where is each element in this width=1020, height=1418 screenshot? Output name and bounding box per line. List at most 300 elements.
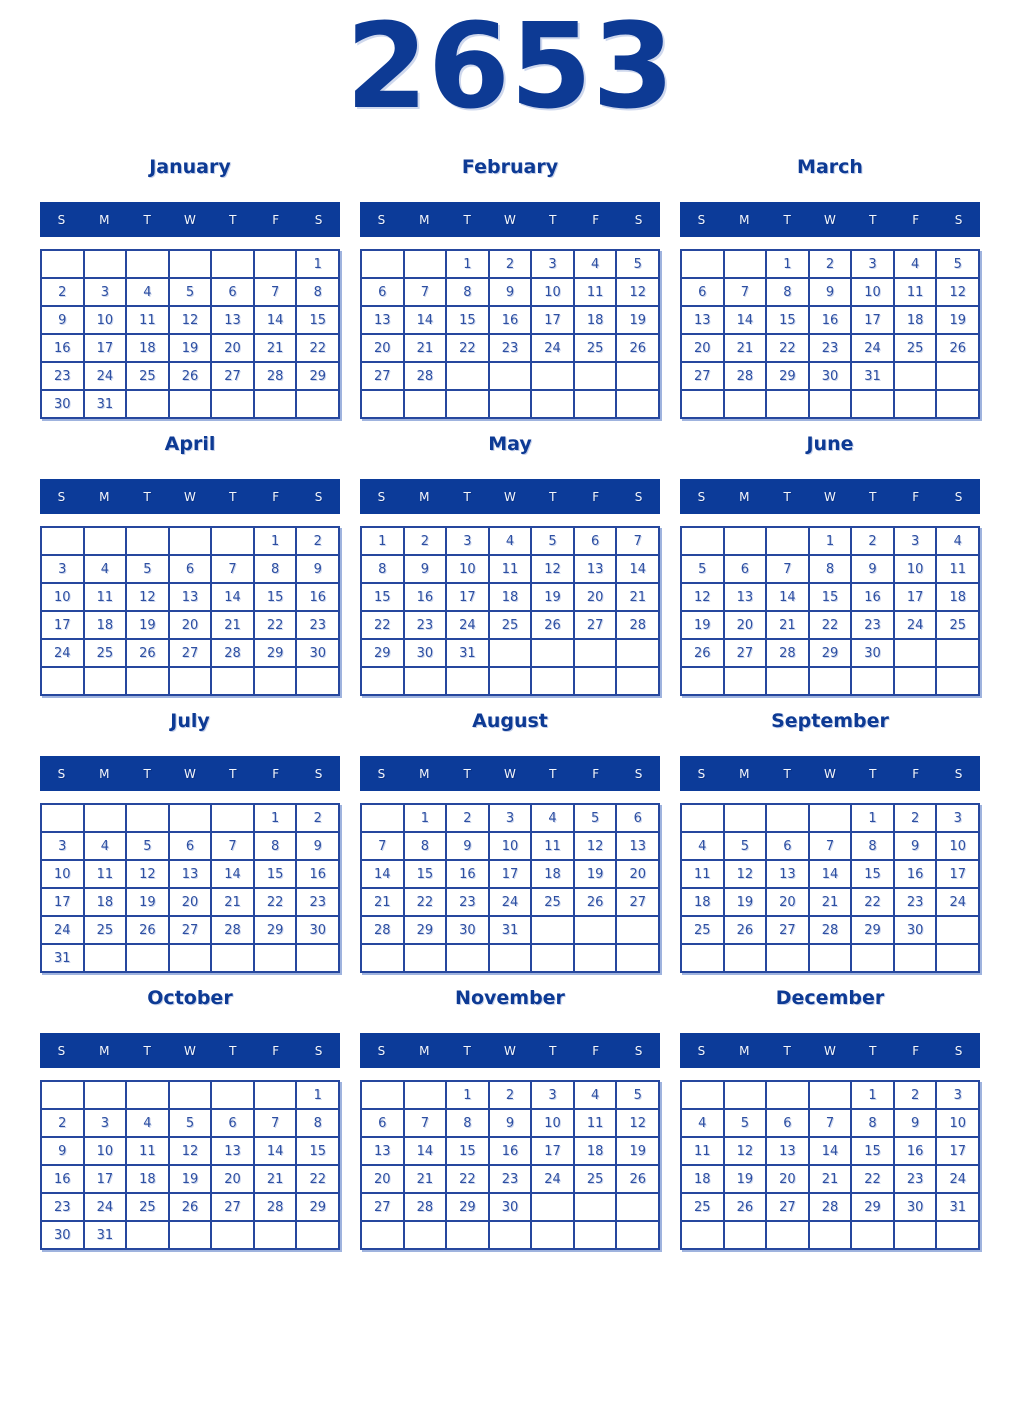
weekday-label: T bbox=[549, 1043, 557, 1058]
day-cell: 6 bbox=[170, 556, 211, 582]
empty-day-cell bbox=[127, 528, 168, 554]
empty-day-cell bbox=[682, 1222, 723, 1248]
empty-day-cell bbox=[85, 251, 126, 277]
day-cell: 14 bbox=[212, 584, 253, 610]
weekday-header-bar bbox=[360, 479, 660, 514]
day-cell: 19 bbox=[937, 307, 978, 333]
day-grid bbox=[40, 803, 340, 973]
day-cell: 25 bbox=[127, 1194, 168, 1220]
day-cell: 27 bbox=[212, 1194, 253, 1220]
empty-day-cell bbox=[85, 805, 126, 831]
empty-day-cell bbox=[127, 945, 168, 971]
day-cell: 8 bbox=[297, 279, 338, 305]
empty-day-cell bbox=[617, 945, 658, 971]
weekday-label: S bbox=[697, 489, 706, 504]
day-cell: 28 bbox=[725, 363, 766, 389]
day-cell: 16 bbox=[490, 1138, 531, 1164]
day-cell: 11 bbox=[532, 833, 573, 859]
empty-day-cell bbox=[532, 363, 573, 389]
day-cell: 10 bbox=[85, 307, 126, 333]
day-cell: 28 bbox=[405, 1194, 446, 1220]
day-cell: 4 bbox=[682, 833, 723, 859]
weekday-header-bar bbox=[40, 756, 340, 791]
empty-day-cell bbox=[937, 363, 978, 389]
empty-day-cell bbox=[617, 1222, 658, 1248]
empty-day-cell bbox=[405, 251, 446, 277]
day-cell: 12 bbox=[725, 861, 766, 887]
day-cell: 3 bbox=[532, 251, 573, 277]
day-cell: 15 bbox=[297, 307, 338, 333]
day-cell: 5 bbox=[127, 556, 168, 582]
day-cell: 22 bbox=[810, 612, 851, 638]
weekday-label: T bbox=[143, 1043, 151, 1058]
empty-day-cell bbox=[937, 391, 978, 417]
day-cell: 10 bbox=[937, 1110, 978, 1136]
weekday-label: W bbox=[184, 1043, 196, 1058]
empty-day-cell bbox=[895, 668, 936, 694]
empty-day-cell bbox=[127, 805, 168, 831]
empty-day-cell bbox=[937, 1222, 978, 1248]
day-cell: 16 bbox=[297, 861, 338, 887]
empty-day-cell bbox=[490, 668, 531, 694]
month-december bbox=[680, 987, 980, 1250]
empty-day-cell bbox=[617, 1194, 658, 1220]
day-cell: 12 bbox=[127, 861, 168, 887]
weekday-label: T bbox=[783, 1043, 791, 1058]
empty-day-cell bbox=[127, 668, 168, 694]
month-title: March bbox=[797, 156, 863, 179]
day-cell: 26 bbox=[617, 335, 658, 361]
day-cell: 22 bbox=[405, 889, 446, 915]
day-cell: 13 bbox=[212, 1138, 253, 1164]
weekday-label: S bbox=[954, 489, 963, 504]
day-cell: 25 bbox=[895, 335, 936, 361]
day-cell: 27 bbox=[617, 889, 658, 915]
day-cell: 4 bbox=[127, 1110, 168, 1136]
day-cell: 28 bbox=[255, 363, 296, 389]
weekday-label: F bbox=[592, 489, 600, 504]
weekday-label: S bbox=[314, 1043, 323, 1058]
empty-day-cell bbox=[212, 805, 253, 831]
day-cell: 6 bbox=[575, 528, 616, 554]
weekday-label: S bbox=[634, 212, 643, 227]
empty-day-cell bbox=[85, 528, 126, 554]
day-cell: 6 bbox=[725, 556, 766, 582]
empty-day-cell bbox=[447, 1222, 488, 1248]
day-cell: 7 bbox=[362, 833, 403, 859]
empty-day-cell bbox=[852, 1222, 893, 1248]
day-cell: 26 bbox=[575, 889, 616, 915]
day-cell: 23 bbox=[297, 889, 338, 915]
day-cell: 11 bbox=[85, 861, 126, 887]
day-cell: 8 bbox=[810, 556, 851, 582]
empty-day-cell bbox=[447, 391, 488, 417]
day-cell: 1 bbox=[852, 1082, 893, 1108]
day-cell: 17 bbox=[852, 307, 893, 333]
weekday-label: T bbox=[463, 1043, 471, 1058]
empty-day-cell bbox=[852, 391, 893, 417]
day-cell: 14 bbox=[617, 556, 658, 582]
weekday-label: S bbox=[697, 212, 706, 227]
weekday-label: M bbox=[739, 489, 750, 504]
weekday-label: S bbox=[57, 766, 66, 781]
day-cell: 25 bbox=[532, 889, 573, 915]
day-cell: 19 bbox=[575, 861, 616, 887]
empty-day-cell bbox=[212, 668, 253, 694]
month-title: October bbox=[147, 987, 233, 1010]
day-cell: 28 bbox=[362, 917, 403, 943]
day-cell: 29 bbox=[447, 1194, 488, 1220]
weekday-header-bar bbox=[680, 479, 980, 514]
weekday-label: F bbox=[272, 489, 280, 504]
weekday-label: S bbox=[954, 766, 963, 781]
month-title: April bbox=[164, 433, 216, 456]
month-title: February bbox=[461, 156, 559, 179]
day-cell: 10 bbox=[490, 833, 531, 859]
empty-day-cell bbox=[810, 1082, 851, 1108]
day-cell: 7 bbox=[255, 279, 296, 305]
empty-day-cell bbox=[297, 668, 338, 694]
day-cell: 1 bbox=[447, 251, 488, 277]
day-cell: 17 bbox=[42, 612, 83, 638]
day-cell: 24 bbox=[895, 612, 936, 638]
weekday-label: T bbox=[783, 766, 791, 781]
day-cell: 9 bbox=[490, 1110, 531, 1136]
month-july bbox=[40, 710, 340, 973]
weekday-label: W bbox=[824, 212, 836, 227]
weekday-label: W bbox=[184, 766, 196, 781]
day-cell: 10 bbox=[937, 833, 978, 859]
empty-day-cell bbox=[255, 945, 296, 971]
day-cell: 9 bbox=[42, 307, 83, 333]
empty-day-cell bbox=[810, 945, 851, 971]
empty-day-cell bbox=[725, 945, 766, 971]
day-cell: 17 bbox=[532, 307, 573, 333]
empty-day-cell bbox=[362, 391, 403, 417]
empty-day-cell bbox=[895, 945, 936, 971]
month-title: December bbox=[775, 987, 885, 1010]
empty-day-cell bbox=[617, 668, 658, 694]
day-cell: 9 bbox=[895, 833, 936, 859]
weekday-label: F bbox=[272, 212, 280, 227]
day-cell: 2 bbox=[810, 251, 851, 277]
day-cell: 23 bbox=[405, 612, 446, 638]
day-cell: 31 bbox=[852, 363, 893, 389]
day-grid bbox=[40, 526, 340, 696]
empty-day-cell bbox=[767, 391, 808, 417]
day-grid bbox=[680, 803, 980, 973]
day-cell: 19 bbox=[617, 1138, 658, 1164]
weekday-label: S bbox=[634, 489, 643, 504]
weekday-label: S bbox=[377, 212, 386, 227]
day-cell: 31 bbox=[85, 1222, 126, 1248]
empty-day-cell bbox=[895, 363, 936, 389]
day-cell: 26 bbox=[170, 1194, 211, 1220]
month-title: January bbox=[149, 156, 231, 179]
empty-day-cell bbox=[682, 668, 723, 694]
day-cell: 23 bbox=[490, 335, 531, 361]
month-title: September bbox=[771, 710, 889, 733]
day-cell: 20 bbox=[362, 335, 403, 361]
day-cell: 18 bbox=[85, 612, 126, 638]
day-cell: 7 bbox=[405, 279, 446, 305]
day-cell: 4 bbox=[127, 279, 168, 305]
empty-day-cell bbox=[297, 1222, 338, 1248]
day-grid bbox=[360, 526, 660, 696]
empty-day-cell bbox=[575, 668, 616, 694]
day-cell: 31 bbox=[42, 945, 83, 971]
weekday-header-bar bbox=[360, 1033, 660, 1068]
weekday-label: T bbox=[549, 766, 557, 781]
empty-day-cell bbox=[532, 668, 573, 694]
empty-day-cell bbox=[575, 363, 616, 389]
day-cell: 19 bbox=[725, 889, 766, 915]
day-cell: 1 bbox=[297, 1082, 338, 1108]
day-cell: 17 bbox=[42, 889, 83, 915]
month-title: June bbox=[806, 433, 854, 456]
day-cell: 16 bbox=[447, 861, 488, 887]
day-cell: 26 bbox=[127, 917, 168, 943]
day-cell: 26 bbox=[532, 612, 573, 638]
empty-day-cell bbox=[725, 1222, 766, 1248]
weekday-label: S bbox=[954, 1043, 963, 1058]
day-cell: 6 bbox=[767, 1110, 808, 1136]
day-cell: 25 bbox=[490, 612, 531, 638]
day-cell: 1 bbox=[255, 805, 296, 831]
empty-day-cell bbox=[85, 945, 126, 971]
empty-day-cell bbox=[405, 391, 446, 417]
day-cell: 21 bbox=[255, 335, 296, 361]
empty-day-cell bbox=[937, 668, 978, 694]
day-cell: 20 bbox=[617, 861, 658, 887]
day-cell: 15 bbox=[447, 307, 488, 333]
empty-day-cell bbox=[490, 945, 531, 971]
weekday-label: M bbox=[99, 489, 110, 504]
day-cell: 1 bbox=[767, 251, 808, 277]
empty-day-cell bbox=[255, 1222, 296, 1248]
day-cell: 11 bbox=[575, 1110, 616, 1136]
day-cell: 19 bbox=[170, 1166, 211, 1192]
day-cell: 28 bbox=[767, 640, 808, 666]
day-cell: 16 bbox=[895, 861, 936, 887]
day-cell: 21 bbox=[810, 889, 851, 915]
day-cell: 10 bbox=[532, 1110, 573, 1136]
empty-day-cell bbox=[85, 668, 126, 694]
day-cell: 9 bbox=[297, 556, 338, 582]
day-cell: 14 bbox=[212, 861, 253, 887]
day-cell: 12 bbox=[170, 307, 211, 333]
day-grid bbox=[680, 1080, 980, 1250]
day-cell: 11 bbox=[127, 1138, 168, 1164]
day-cell: 3 bbox=[532, 1082, 573, 1108]
day-cell: 12 bbox=[532, 556, 573, 582]
weekday-label: T bbox=[463, 766, 471, 781]
day-cell: 20 bbox=[767, 889, 808, 915]
weekday-label: S bbox=[697, 766, 706, 781]
empty-day-cell bbox=[490, 640, 531, 666]
weekday-label: S bbox=[634, 766, 643, 781]
empty-day-cell bbox=[682, 1082, 723, 1108]
day-cell: 22 bbox=[447, 335, 488, 361]
weekday-label: W bbox=[504, 212, 516, 227]
empty-day-cell bbox=[575, 917, 616, 943]
day-cell: 13 bbox=[362, 1138, 403, 1164]
day-cell: 16 bbox=[810, 307, 851, 333]
day-cell: 30 bbox=[810, 363, 851, 389]
empty-day-cell bbox=[767, 1082, 808, 1108]
month-title: August bbox=[472, 710, 548, 733]
day-cell: 21 bbox=[212, 612, 253, 638]
empty-day-cell bbox=[852, 668, 893, 694]
day-cell: 9 bbox=[447, 833, 488, 859]
day-cell: 24 bbox=[937, 1166, 978, 1192]
day-cell: 5 bbox=[937, 251, 978, 277]
weekday-label: T bbox=[463, 212, 471, 227]
day-cell: 3 bbox=[85, 1110, 126, 1136]
weekday-label: T bbox=[869, 489, 877, 504]
day-cell: 20 bbox=[212, 1166, 253, 1192]
weekday-label: W bbox=[184, 212, 196, 227]
day-cell: 13 bbox=[212, 307, 253, 333]
weekday-label: F bbox=[592, 766, 600, 781]
day-cell: 10 bbox=[532, 279, 573, 305]
day-cell: 12 bbox=[937, 279, 978, 305]
empty-day-cell bbox=[810, 668, 851, 694]
day-cell: 21 bbox=[617, 584, 658, 610]
day-cell: 24 bbox=[532, 335, 573, 361]
empty-day-cell bbox=[170, 391, 211, 417]
empty-day-cell bbox=[895, 1222, 936, 1248]
day-cell: 22 bbox=[297, 335, 338, 361]
weekday-header-bar bbox=[360, 756, 660, 791]
day-cell: 5 bbox=[575, 805, 616, 831]
day-cell: 15 bbox=[852, 1138, 893, 1164]
day-cell: 7 bbox=[767, 556, 808, 582]
empty-day-cell bbox=[532, 917, 573, 943]
day-cell: 2 bbox=[297, 805, 338, 831]
day-cell: 26 bbox=[617, 1166, 658, 1192]
weekday-label: F bbox=[592, 1043, 600, 1058]
day-cell: 30 bbox=[297, 917, 338, 943]
weekday-label: M bbox=[419, 212, 430, 227]
day-cell: 25 bbox=[575, 335, 616, 361]
day-cell: 20 bbox=[170, 612, 211, 638]
day-cell: 20 bbox=[725, 612, 766, 638]
day-cell: 9 bbox=[42, 1138, 83, 1164]
weekday-label: T bbox=[783, 212, 791, 227]
day-cell: 22 bbox=[447, 1166, 488, 1192]
empty-day-cell bbox=[852, 945, 893, 971]
day-cell: 17 bbox=[447, 584, 488, 610]
day-cell: 10 bbox=[895, 556, 936, 582]
weekday-label: S bbox=[57, 212, 66, 227]
day-cell: 19 bbox=[127, 612, 168, 638]
day-cell: 26 bbox=[725, 1194, 766, 1220]
empty-day-cell bbox=[575, 640, 616, 666]
day-grid bbox=[360, 803, 660, 973]
empty-day-cell bbox=[170, 251, 211, 277]
day-cell: 19 bbox=[682, 612, 723, 638]
empty-day-cell bbox=[937, 945, 978, 971]
empty-day-cell bbox=[127, 1082, 168, 1108]
day-cell: 7 bbox=[255, 1110, 296, 1136]
day-cell: 13 bbox=[767, 1138, 808, 1164]
day-cell: 1 bbox=[255, 528, 296, 554]
day-cell: 6 bbox=[212, 1110, 253, 1136]
day-cell: 21 bbox=[255, 1166, 296, 1192]
day-cell: 29 bbox=[297, 1194, 338, 1220]
day-cell: 3 bbox=[937, 805, 978, 831]
day-cell: 25 bbox=[85, 917, 126, 943]
day-cell: 13 bbox=[362, 307, 403, 333]
weekday-label: S bbox=[634, 1043, 643, 1058]
month-october bbox=[40, 987, 340, 1250]
day-cell: 12 bbox=[575, 833, 616, 859]
weekday-label: S bbox=[697, 1043, 706, 1058]
empty-day-cell bbox=[575, 391, 616, 417]
weekday-label: M bbox=[419, 766, 430, 781]
empty-day-cell bbox=[937, 917, 978, 943]
day-cell: 18 bbox=[682, 1166, 723, 1192]
weekday-label: F bbox=[272, 766, 280, 781]
day-cell: 10 bbox=[42, 861, 83, 887]
empty-day-cell bbox=[127, 251, 168, 277]
weekday-label: F bbox=[912, 1043, 920, 1058]
day-cell: 22 bbox=[297, 1166, 338, 1192]
day-cell: 13 bbox=[725, 584, 766, 610]
empty-day-cell bbox=[532, 391, 573, 417]
day-cell: 3 bbox=[447, 528, 488, 554]
weekday-label: T bbox=[549, 212, 557, 227]
empty-day-cell bbox=[575, 1194, 616, 1220]
empty-day-cell bbox=[362, 805, 403, 831]
day-cell: 12 bbox=[127, 584, 168, 610]
day-cell: 28 bbox=[810, 1194, 851, 1220]
day-cell: 4 bbox=[937, 528, 978, 554]
month-may bbox=[360, 433, 660, 696]
day-cell: 1 bbox=[447, 1082, 488, 1108]
day-cell: 25 bbox=[85, 640, 126, 666]
empty-day-cell bbox=[617, 917, 658, 943]
weekday-header-bar bbox=[40, 1033, 340, 1068]
day-cell: 4 bbox=[575, 1082, 616, 1108]
month-title: November bbox=[455, 987, 565, 1010]
month-title: May bbox=[488, 433, 532, 456]
empty-day-cell bbox=[937, 640, 978, 666]
day-cell: 21 bbox=[362, 889, 403, 915]
weekday-header-bar bbox=[40, 202, 340, 237]
day-cell: 18 bbox=[682, 889, 723, 915]
empty-day-cell bbox=[170, 668, 211, 694]
day-cell: 13 bbox=[682, 307, 723, 333]
empty-day-cell bbox=[725, 251, 766, 277]
weekday-label: W bbox=[504, 766, 516, 781]
day-cell: 29 bbox=[852, 1194, 893, 1220]
empty-day-cell bbox=[42, 668, 83, 694]
day-cell: 24 bbox=[447, 612, 488, 638]
day-cell: 20 bbox=[575, 584, 616, 610]
weekday-label: T bbox=[783, 489, 791, 504]
empty-day-cell bbox=[575, 945, 616, 971]
day-cell: 23 bbox=[297, 612, 338, 638]
weekday-header-bar bbox=[360, 202, 660, 237]
empty-day-cell bbox=[255, 1082, 296, 1108]
day-cell: 10 bbox=[85, 1138, 126, 1164]
day-cell: 9 bbox=[852, 556, 893, 582]
day-cell: 9 bbox=[810, 279, 851, 305]
day-cell: 19 bbox=[725, 1166, 766, 1192]
month-february bbox=[360, 156, 660, 419]
